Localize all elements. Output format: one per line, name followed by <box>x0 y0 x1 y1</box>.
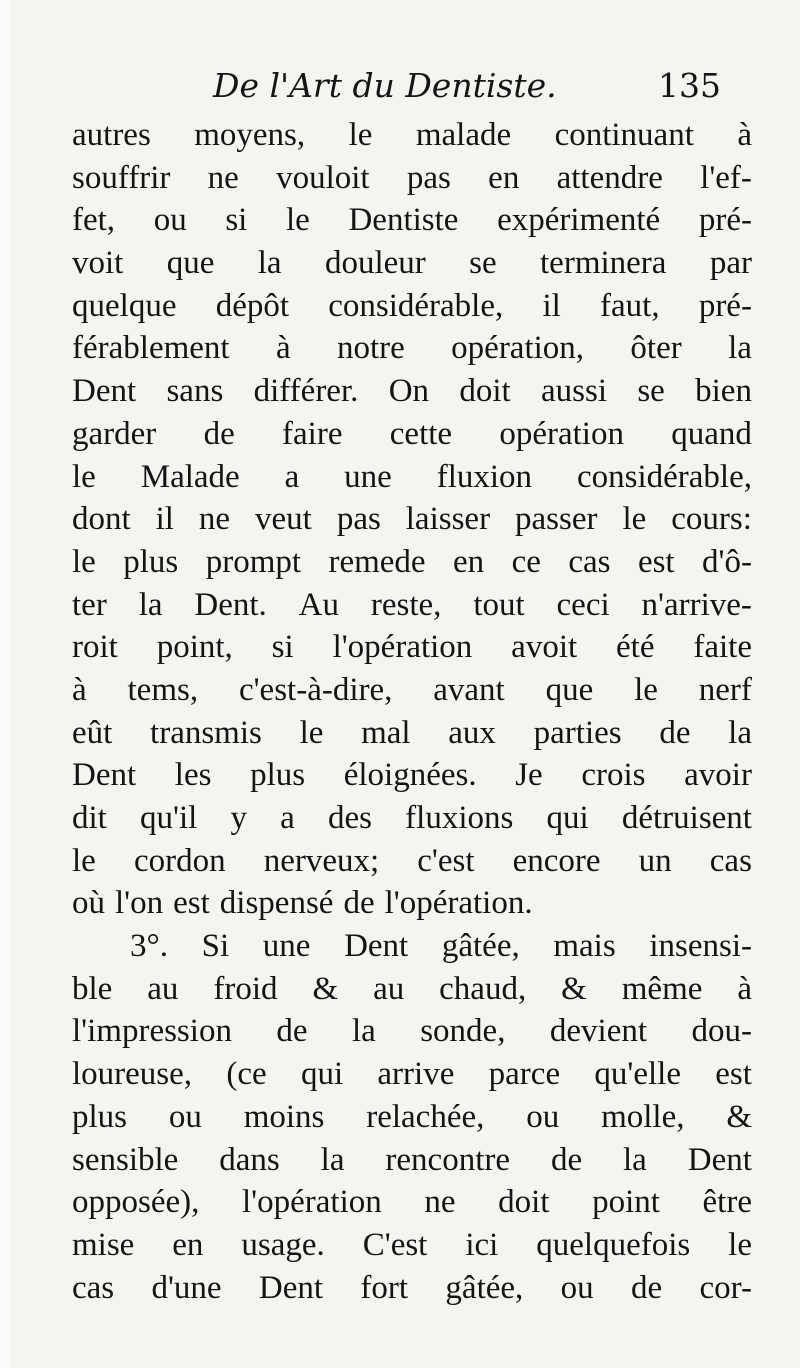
text-line: le cordon nerveux; c'est encore un cas <box>72 842 752 879</box>
text-line: Dent les plus éloignées. Je crois avoir <box>72 757 752 794</box>
text-line: l'impression de la sonde, devient dou- <box>72 1013 752 1050</box>
text-line: plus ou moins relachée, ou molle, & <box>72 1098 752 1135</box>
text-line: dit qu'il y a des fluxions qui détruisent <box>72 800 752 836</box>
text-line: le Malade a une fluxion considérable, <box>72 458 752 495</box>
text-line: voit que la douleur se terminera par <box>72 245 752 282</box>
text-line: à tems, c'est-à-dire, avant que le nerf <box>72 671 752 708</box>
text-line: opposée), l'opération ne doit point être <box>72 1184 752 1221</box>
text-line: autres moyens, le malade continuant à <box>72 117 752 153</box>
text-line: mise en usage. C'est ici quelquefois le <box>72 1226 752 1263</box>
text-line: roit point, si l'opération avoit été faite <box>72 629 752 666</box>
text-line: quelque dépôt considérable, il faut, pré- <box>72 287 752 324</box>
page-header <box>10 66 800 116</box>
text-line: dont il ne veut pas laisser passer le cours: <box>72 501 752 538</box>
text-line: sensible dans la rencontre de la Dent <box>72 1141 752 1178</box>
text-line: ter la Dent. Au reste, tout ceci n'arrive- <box>72 586 752 623</box>
text-line: garder de faire cette opération quand <box>72 415 752 452</box>
text-line: où l'on est dispensé de l'opération. <box>72 885 533 922</box>
text-line: le plus prompt remede en ce cas est d'ô- <box>72 543 752 580</box>
text-line: fet, ou si le Dentiste expérimenté pré- <box>72 202 752 239</box>
text-line: 3°. Si une Dent gâtée, mais insensi- <box>130 928 752 965</box>
text-line: loureuse, (ce qui arrive parce qu'elle est <box>72 1056 752 1093</box>
running-title: De l'Art du Dentiste. <box>213 66 557 105</box>
text-line: Dent sans différer. On doit aussi se bien <box>72 373 752 410</box>
body-text <box>72 114 752 1309</box>
text-line: cas d'une Dent fort gâtée, ou de cor- <box>72 1269 752 1306</box>
text-line: eût transmis le mal aux parties de la <box>72 714 752 751</box>
text-line: ble au froid & au chaud, & même à <box>72 970 752 1007</box>
text-line: souffrir ne vouloit pas en attendre l'ef- <box>72 159 752 196</box>
text-line: férablement à notre opération, ôter la <box>72 330 752 367</box>
page-number: 135 <box>658 66 721 105</box>
